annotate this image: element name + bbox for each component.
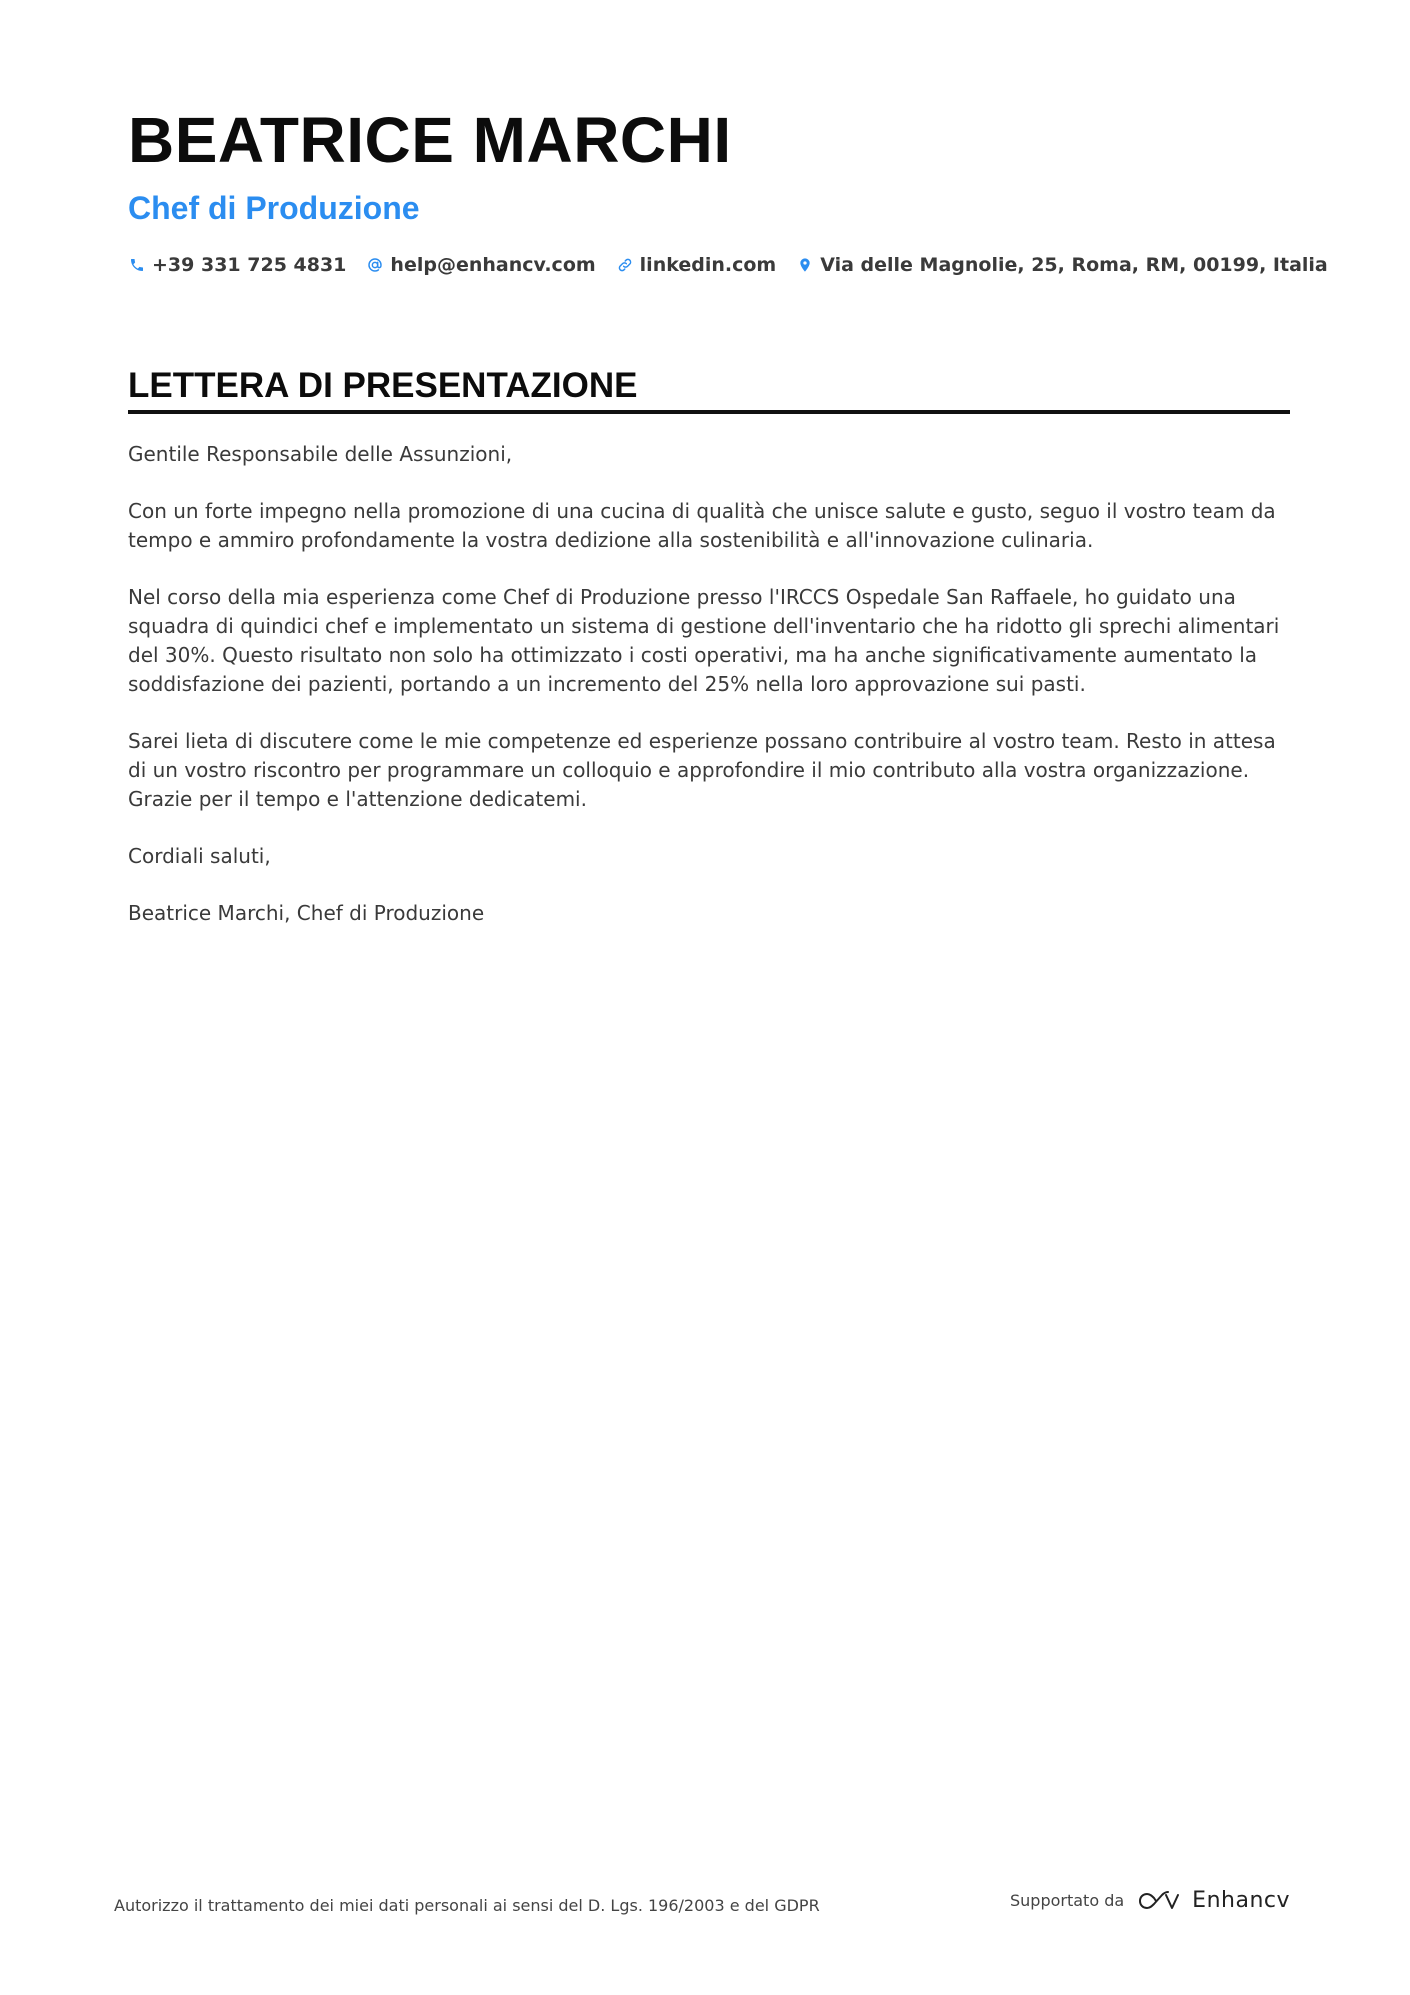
letter-body	[128, 440, 1290, 956]
letter-paragraph: Con un forte impegno nella promozione di una cucina di qualità che unisce salute e gusto, seguo il vostro team da tempo e ammiro profondamente la vostra dedizione alla sostenibilità e all'innovazione culinaria.	[128, 499, 1276, 552]
enhancv-logo-icon	[1136, 1889, 1182, 1913]
contact-address	[796, 254, 1328, 276]
location-pin-icon	[796, 256, 814, 274]
address-text: Via delle Magnolie, 25, Roma, RM, 00199, Italia	[820, 254, 1328, 276]
letter-paragraph: Sarei lieta di discutere come le mie competenze ed esperienze possano contribuire al vostro team. Resto in attesa di un vostro riscontro per programmare un colloquio e approfondire il mio contributo alla vostra organizzazione. Grazie per il tempo e l'attenzione dedicatemi.	[128, 729, 1276, 811]
contact-linkedin[interactable]	[616, 254, 777, 276]
letter-closing: Cordiali saluti,	[128, 844, 271, 868]
link-icon	[616, 256, 634, 274]
contact-email[interactable]	[366, 254, 595, 276]
enhancv-brand: Enhancv	[1192, 1888, 1290, 1913]
contact-phone	[128, 254, 346, 276]
powered-by	[1010, 1888, 1290, 1913]
letter-paragraph: Nel corso della mia esperienza come Chef di Produzione presso l'IRCCS Ospedale San Raffaele, ho guidato una squadra di quindici chef e implementato un sistema di gestione dell'inventario che ha ridotto gli sprechi alimentari del 30%. Questo risultato non solo ha ottimizzato i costi operativi, ma ha anche significativamente aumentato la soddisfazione dei pazienti, portando a un incremento del 25% nella loro approvazione sui pasti.	[128, 585, 1280, 696]
contact-bar	[128, 254, 1348, 276]
linkedin-text[interactable]: linkedin.com	[639, 254, 777, 276]
letter-signature: Beatrice Marchi, Chef di Produzione	[128, 901, 485, 925]
candidate-name: BEATRICE MARCHI	[128, 104, 732, 176]
at-icon	[366, 256, 384, 274]
job-title: Chef di Produzione	[128, 190, 420, 226]
powered-by-label: Supportato da	[1010, 1891, 1125, 1910]
privacy-consent: Autorizzo il trattamento dei miei dati personali ai sensi del D. Lgs. 196/2003 e del GDPR	[114, 1896, 820, 1915]
phone-text: +39 331 725 4831	[152, 254, 347, 276]
phone-icon	[128, 256, 146, 274]
section-divider	[128, 410, 1290, 414]
letter-greeting: Gentile Responsabile delle Assunzioni,	[128, 442, 513, 466]
section-title: LETTERA DI PRESENTAZIONE	[128, 366, 638, 405]
email-text[interactable]: help@enhancv.com	[390, 254, 596, 276]
